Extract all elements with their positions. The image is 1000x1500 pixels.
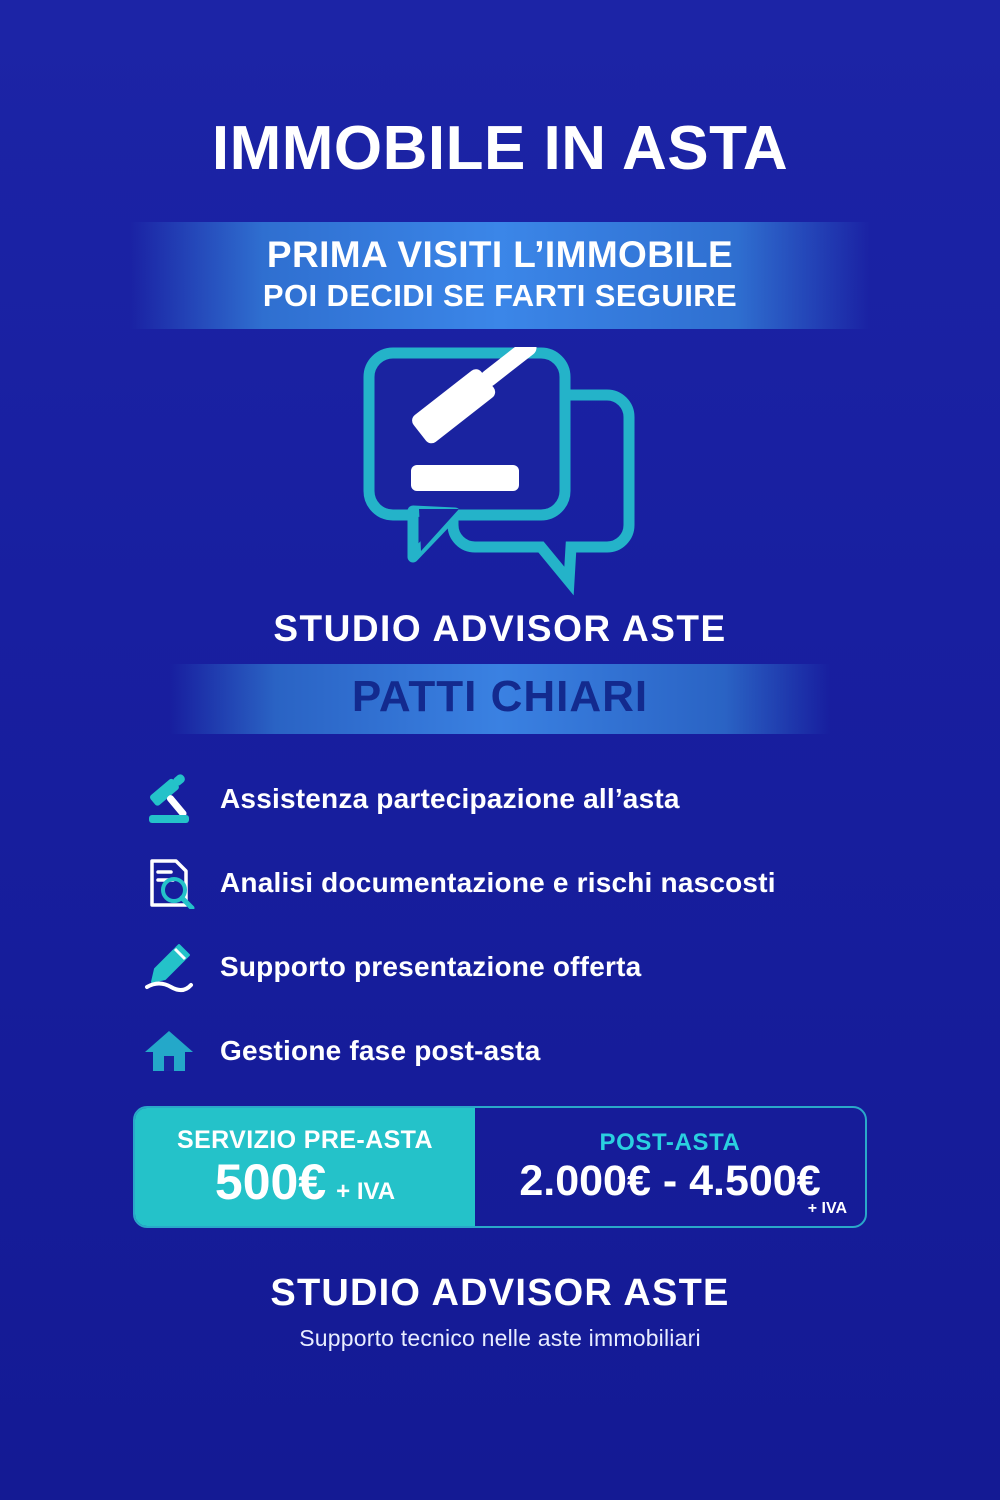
feature-label: Supporto presentazione offerta bbox=[220, 950, 642, 982]
price-pre-vat: + IVA bbox=[336, 1178, 396, 1206]
feature-label: Analisi documentazione e rischi nascosti bbox=[220, 866, 776, 898]
price-post-vat: + IVA bbox=[807, 1199, 847, 1217]
patti-chiari-band bbox=[170, 664, 830, 734]
footer bbox=[0, 1272, 1000, 1352]
price-pre-caption: SERVIZIO PRE-ASTA bbox=[177, 1126, 433, 1155]
house-icon bbox=[140, 1022, 198, 1080]
document-search-icon bbox=[140, 854, 198, 912]
pen-signature-icon bbox=[140, 938, 198, 996]
brand-name: STUDIO ADVISOR ASTE bbox=[273, 607, 727, 649]
pricing-box bbox=[133, 1106, 867, 1228]
subheadline-line-1: PRIMA VISITI L’IMMOBILE bbox=[266, 233, 734, 275]
price-pre-asta bbox=[135, 1108, 475, 1226]
list-item bbox=[140, 1022, 860, 1080]
list-item bbox=[140, 854, 860, 912]
price-pre-amount: 500€ bbox=[214, 1154, 327, 1211]
feature-label: Assistenza partecipazione all’asta bbox=[220, 782, 680, 814]
list-item bbox=[140, 770, 860, 828]
footer-tagline: Supporto tecnico nelle aste immobiliari bbox=[299, 1324, 701, 1351]
subheadline-line-2: POI DECIDI SE FARTI SEGUIRE bbox=[262, 278, 738, 314]
gavel-icon bbox=[140, 770, 198, 828]
subheadline-band bbox=[130, 222, 870, 329]
page-title: IMMOBILE IN ASTA bbox=[211, 114, 789, 183]
auction-gavel-chat-icon bbox=[355, 347, 645, 602]
list-item bbox=[140, 938, 860, 996]
logo bbox=[0, 347, 1000, 602]
price-post-caption: POST-ASTA bbox=[599, 1129, 741, 1157]
patti-chiari-text: PATTI CHIARI bbox=[351, 671, 649, 721]
footer-brand-name: STUDIO ADVISOR ASTE bbox=[270, 1271, 730, 1314]
price-post-amount: 2.000€ - 4.500€ bbox=[519, 1157, 821, 1206]
feature-label: Gestione fase post-asta bbox=[220, 1034, 541, 1066]
features-list bbox=[140, 770, 860, 1080]
price-post-asta bbox=[475, 1108, 865, 1226]
